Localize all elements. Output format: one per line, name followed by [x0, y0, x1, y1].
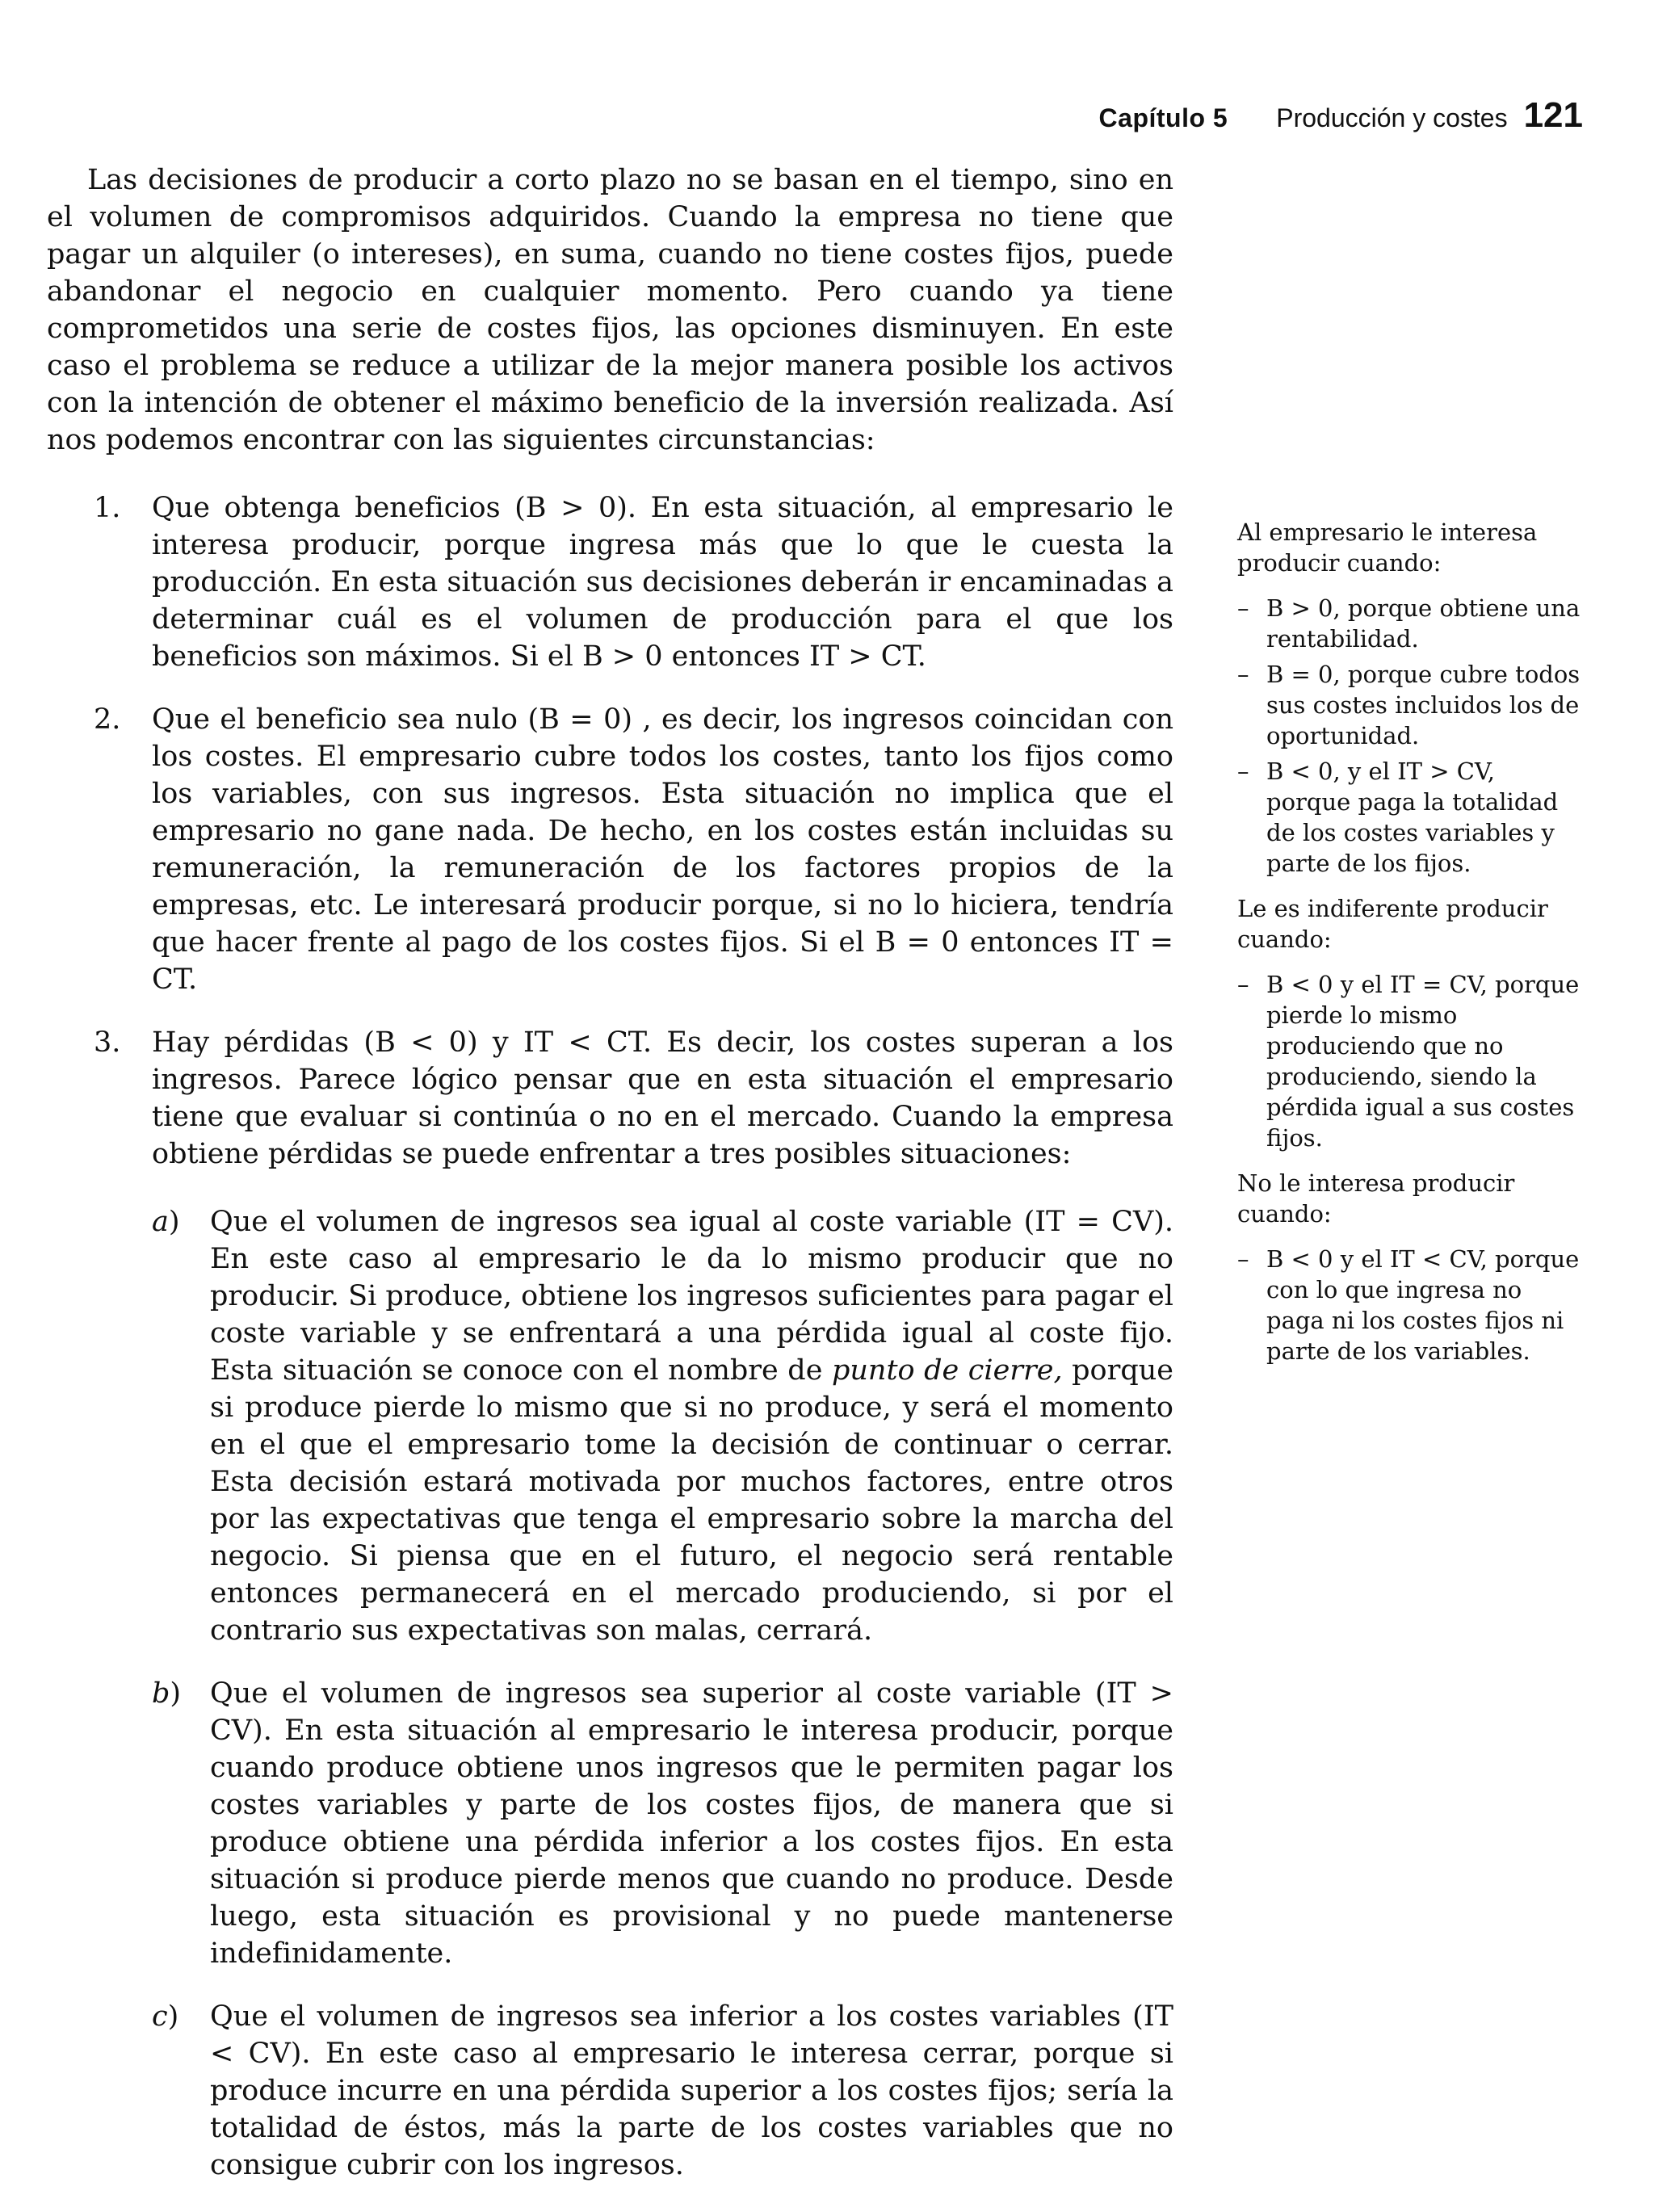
chapter-label: Capítulo 5: [1098, 103, 1228, 132]
item-number: 2.: [94, 703, 121, 736]
margin-note-list: [1237, 1244, 1585, 1366]
item-text: Que el beneficio sea nulo (B = 0) , es decir, los ingresos coincidan con los costes. El empresario cubre todos los costes, tanto los fijos como los variables, con sus ingresos. Esta situación no implica que el empresario no gane nada. De hecho, en los costes están incluidas su remuneración, la remuneración de los factores propios de la empresas, etc. Le interesará producir porque, si no lo hiciera, tendría que hacer frente al pago de los costes fijos. Si el B = 0 entonces IT = CT.: [152, 703, 1173, 996]
sub-item-text: Que el volumen de ingresos sea igual al coste variable (IT = CV). En este caso al empresario le da lo mismo producir que no producir. Si produce, obtiene los ingresos suficientes para pagar el coste variable y se enfrentará a una pérdida igual al coste fijo. Esta situación se conoce con el nombre de punto de cierre, porque si produce pierde lo mismo que si no produce, y será el momento en el que el empresario tome la decisión de continuar o cerrar. Esta decisión estará motivada por muchos factores, entre otros por las expectativas que tenga el empresario sobre la marcha del negocio. Si piensa que en el futuro, el negocio será rentable entonces permanecerá en el mercado produciendo, si por el contrario sus expectativas son malas, cerrará.: [210, 1206, 1173, 1647]
margin-note-heading: Le es indiferente producir cuando:: [1237, 895, 1548, 953]
page-number: 121: [1523, 95, 1583, 135]
item-text: Que obtenga beneficios (B > 0). En esta situación, al empresario le interesa producir, porque ingresa más que lo que le cuesta la producción. En esta situación sus decisiones deberán ir encaminadas a determinar cuál es el volumen de producción para el que los beneficios son máximos. Si el B > 0 entonces IT > CT.: [152, 492, 1173, 673]
sub-item-text: Que el volumen de ingresos sea superior al coste variable (IT > CV). En esta situación al empresario le interesa producir, porque cuando produce obtiene unos ingresos que le permiten pagar los costes variables y parte de los costes fijos, de manera que si produce obtiene una pérdida inferior a los costes fijos. En esta situación si produce pierde menos que cuando no produce. Desde luego, esta situación es provisional y no puede mantenerse indefinidamente.: [210, 1677, 1173, 1970]
item-number: 3.: [94, 1026, 121, 1059]
margin-note-heading: Al empresario le interesa producir cuando:: [1237, 518, 1538, 577]
list-item-3: [47, 1024, 1173, 2184]
margin-note-item: – B > 0, porque obtiene una rentabilidad.: [1237, 594, 1581, 653]
main-text: [47, 162, 1173, 2210]
sub-item-c: [152, 1998, 1173, 2184]
list-item-2: [47, 701, 1173, 998]
margin-note-item: – B < 0 y el IT = CV, porque pierde lo mismo produciendo que no produciendo, siendo la pérdida igual a sus costes fijos.: [1237, 971, 1580, 1152]
chapter-title: Producción y costes: [1276, 103, 1508, 132]
margin-note-item: – B < 0, y el IT > CV, porque paga la totalidad de los costes variables y parte de los fijos.: [1237, 758, 1559, 877]
list-item-1: [47, 489, 1173, 675]
margin-note-list: [1237, 969, 1585, 1153]
sub-item-b: [152, 1675, 1173, 1972]
sub-item-letter: b): [152, 1677, 182, 1710]
sub-item-text: Que el volumen de ingresos sea inferior a los costes variables (IT < CV). En este caso al empresario le interesa cerrar, porque si produce incurre en una pérdida superior a los costes fijos; sería la totalidad de éstos, más la parte de los costes variables que no consigue cubrir con los ingresos.: [210, 2000, 1173, 2181]
margin-note-heading: No le interesa producir cuando:: [1237, 1169, 1515, 1228]
sub-item-letter: a): [152, 1206, 180, 1238]
margin-note-item: – B < 0 y el IT < CV, porque con lo que ingresa no paga ni los costes fijos ni parte de los variables.: [1237, 1245, 1580, 1365]
margin-note-item: – B = 0, porque cubre todos sus costes incluidos los de oportunidad.: [1237, 661, 1581, 749]
item-text: Hay pérdidas (B < 0) y IT < CT. Es decir, los costes superan a los ingresos. Parece lógico pensar que en esta situación el empresario tiene que evaluar si continúa o no en el mercado. Cuando la empresa obtiene pérdidas se puede enfrentar a tres posibles situaciones:: [152, 1026, 1173, 1170]
margin-notes: [1237, 517, 1585, 1381]
item-number: 1.: [94, 492, 121, 524]
running-header: [1099, 95, 1583, 136]
term-punto-de-cierre: punto de cierre,: [831, 1354, 1063, 1387]
sub-list: [152, 1203, 1173, 2184]
sub-item-letter: c): [152, 2000, 179, 2033]
margin-note-list: [1237, 593, 1585, 879]
sub-item-a: [152, 1203, 1173, 1649]
intro-paragraph: Las decisiones de producir a corto plazo no se basan en el tiempo, sino en el volumen de compromisos adquiridos. Cuando la empresa no tiene que pagar un alquiler (o intereses), en suma, cuando no tiene costes fijos, puede abandonar el negocio en cualquier momento. Pero cuando ya tiene comprometidos una serie de costes fijos, las opciones disminuyen. En este caso el problema se reduce a utilizar de la mejor manera posible los activos con la intención de obtener el máximo beneficio de la inversión realizada. Así nos podemos encontrar con las siguientes circunstancias:: [47, 164, 1173, 456]
